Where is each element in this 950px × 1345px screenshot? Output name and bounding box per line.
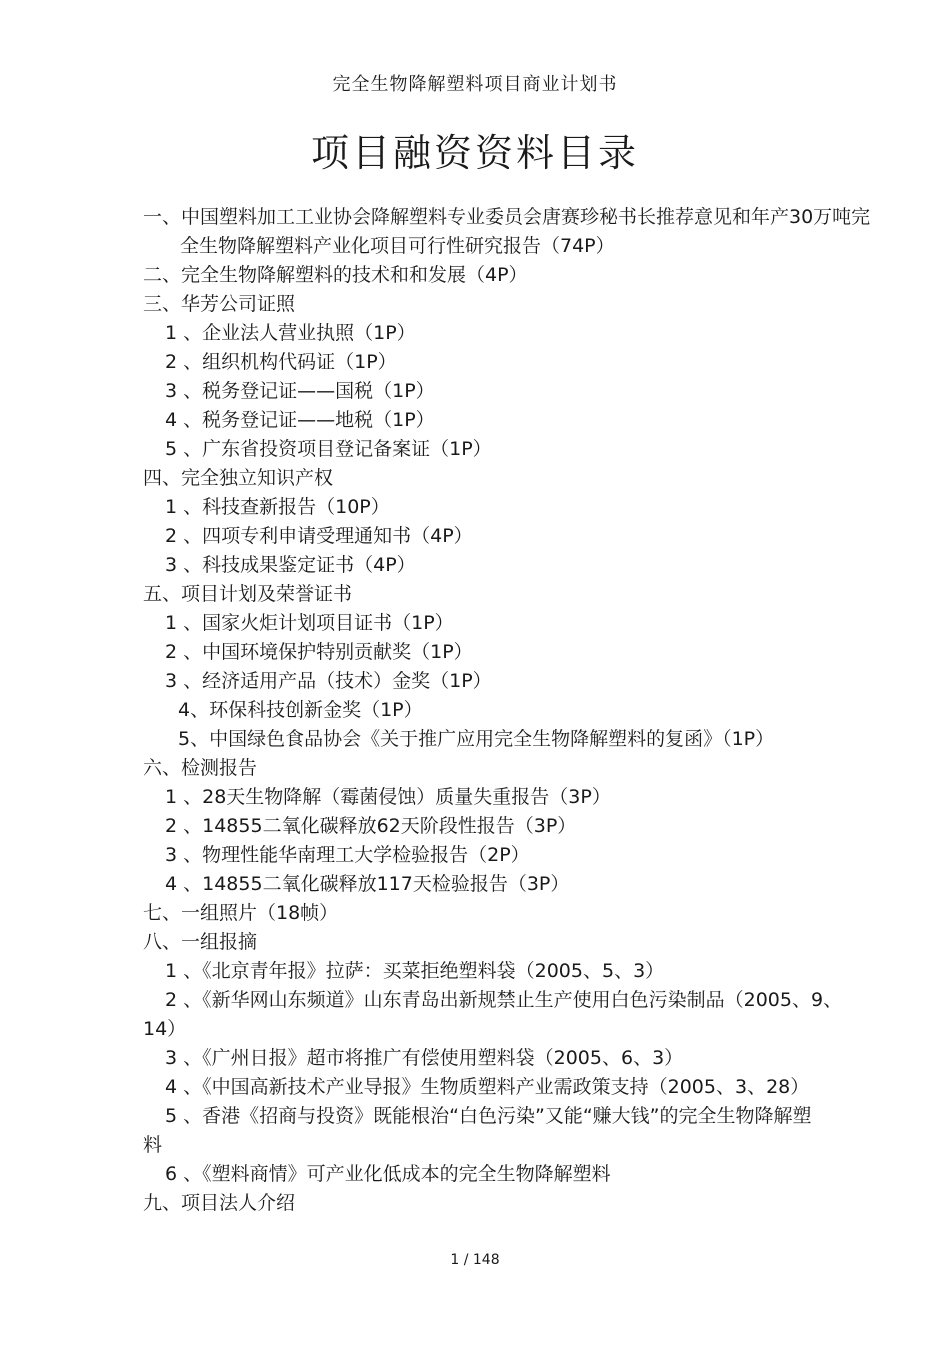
toc-line: 七、一组照片（18帧） [143, 902, 339, 924]
toc-line: 3 、税务登记证——国税（1P） [165, 380, 435, 402]
toc-line: 2 、组织机构代码证（1P） [165, 351, 397, 373]
toc-line: 14） [143, 1018, 187, 1040]
toc-line: 4 、税务登记证——地税（1P） [165, 409, 435, 431]
toc-line: 四、完全独立知识产权 [143, 467, 334, 489]
toc-line: 3 、物理性能华南理工大学检验报告（2P） [165, 844, 530, 866]
toc-line: 2 、中国环境保护特别贡献奖（1P） [165, 641, 473, 663]
toc-line: 4 、14855二氧化碳释放117天检验报告（3P） [165, 873, 570, 895]
toc-line: 全生物降解塑料产业化项目可行性研究报告（74P） [180, 235, 615, 257]
toc-line: 2 、《新华网山东频道》山东青岛出新规禁止生产使用白色污染制品（2005、9、 [165, 989, 843, 1011]
running-header: 完全生物降解塑料项目商业计划书 [332, 74, 618, 95]
toc-line: 3 、《广州日报》超市将推广有偿使用塑料袋（2005、6、3） [165, 1047, 684, 1069]
page-indicator: 1 / 148 [450, 1252, 500, 1268]
toc-line: 3 、经济适用产品（技术）金奖（1P） [165, 670, 492, 692]
toc-line: 3 、科技成果鉴定证书（4P） [165, 554, 416, 576]
toc-line: 一、中国塑料加工工业协会降解塑料专业委员会唐赛珍秘书长推荐意见和年产30万吨完 [143, 206, 871, 228]
toc-line: 八、一组报摘 [143, 931, 258, 953]
toc-line: 1 、国家火炬计划项目证书（1P） [165, 612, 454, 634]
toc-line: 1 、《北京青年报》拉萨：买菜拒绝塑料袋（2005、5、3） [165, 960, 665, 982]
toc-line: 六、检测报告 [143, 757, 258, 779]
toc-line: 2 、14855二氧化碳释放62天阶段性报告（3P） [165, 815, 577, 837]
toc-line: 2 、四项专利申请受理通知书（4P） [165, 525, 473, 547]
toc-line: 料 [143, 1134, 163, 1156]
toc-line: 4、环保科技创新金奖（1P） [178, 699, 423, 721]
toc-line: 5 、香港《招商与投资》既能根治“白色污染”又能“赚大钱”的完全生物降解塑 [165, 1105, 812, 1127]
toc-line: 三、华芳公司证照 [143, 293, 296, 315]
toc-line: 4 、《中国高新技术产业导报》生物质塑料产业需政策支持（2005、3、28） [165, 1076, 810, 1098]
toc-line: 1 、28天生物降解（霉菌侵蚀）质量失重报告（3P） [165, 786, 611, 808]
toc-line: 九、项目法人介绍 [143, 1192, 296, 1214]
toc-line: 5、中国绿色食品协会《关于推广应用完全生物降解塑料的复函》（1P） [178, 728, 775, 750]
toc-line: 二、完全生物降解塑料的技术和和发展（4P） [143, 264, 528, 286]
page-title: 项目融资资料目录 [310, 131, 639, 175]
toc-line: 五、项目计划及荣誉证书 [143, 583, 353, 605]
toc-line: 5 、广东省投资项目登记备案证（1P） [165, 438, 492, 460]
toc-line: 1 、企业法人营业执照（1P） [165, 322, 416, 344]
toc-line: 1 、科技查新报告（10P） [165, 496, 390, 518]
toc-line: 6 、《塑料商情》可产业化低成本的完全生物降解塑料 [165, 1163, 611, 1185]
